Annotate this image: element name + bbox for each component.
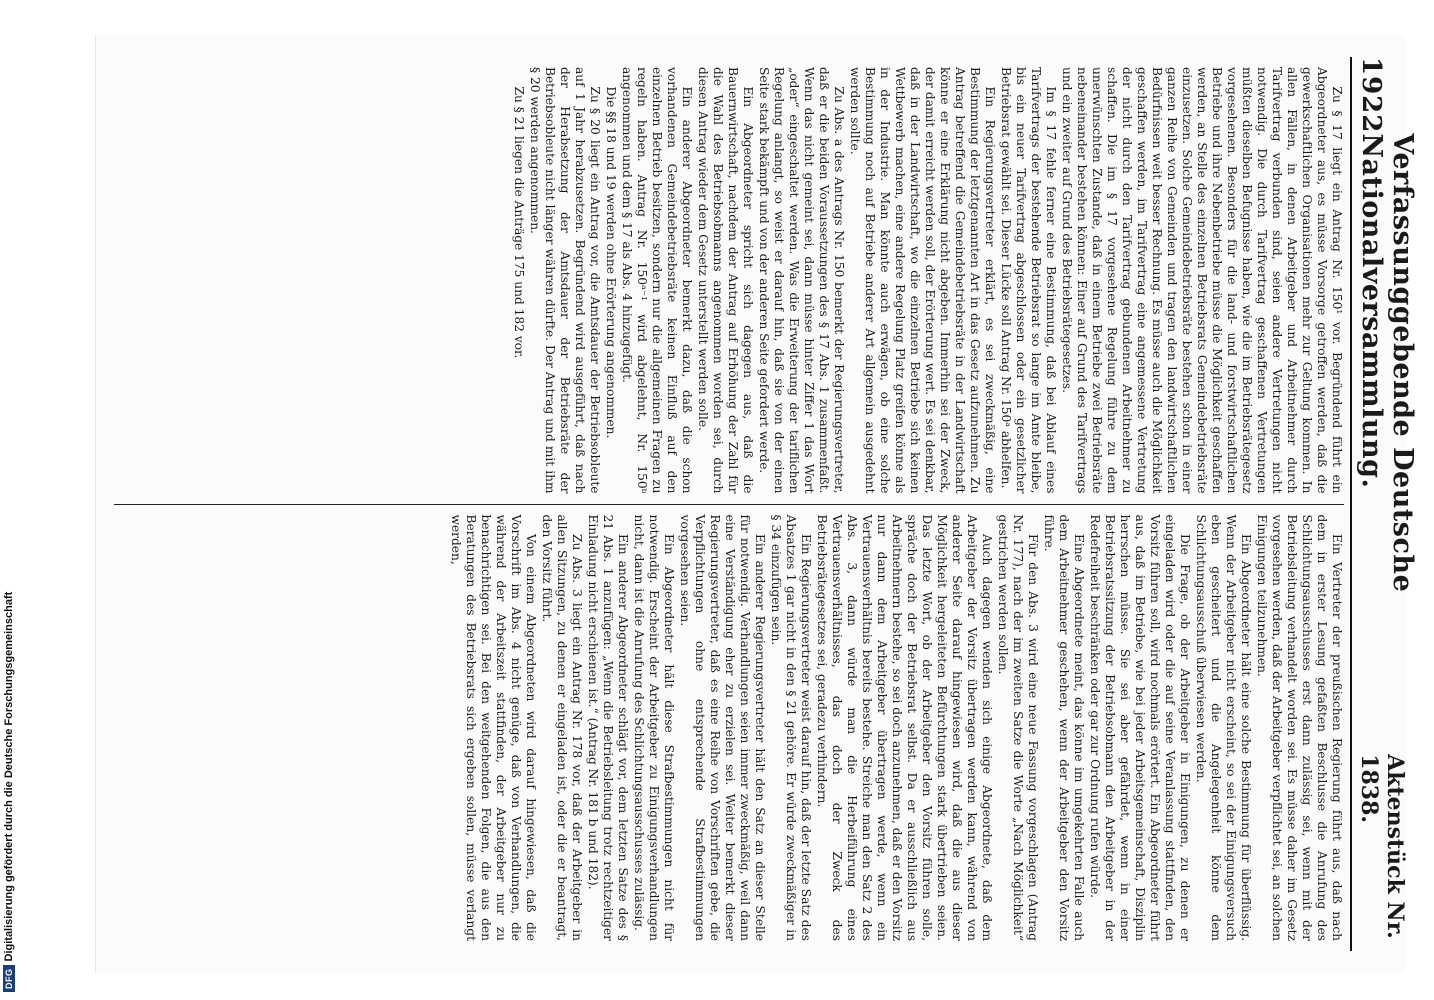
paragraph: Von einem Abgeordneten wird darauf hingewiesen, daß die Vorschrift im Abs. 4 nicht genüge, daß von Verhandlungen, die während der Arbeitszeit stattfinden, der Arbeitgeber nur zu benachrichtigen sei. Bei den weitgehenden Folgen, die aus den Beratungen des Betriebsrats sich ergeben sollen, müsse verlangt werden, <box>449 514 538 941</box>
paragraph: Die Frage, ob der Arbeitgeber in Einigungen, zu denen er eingeladen wird oder die auf seine Veranlassung stattfinden, den Vorsitz führen soll, wird nochmals erörtert. Ein Abgeordneter führt aus, daß im Betriebe, wie bei jeder Arbeitsgemeinschaft, Disziplin herrschen müsse. Sie sei aber gefährdet, wenn in einer Betriebsratssitzung der Betriebsobmann den Arbeitgeber in der Redefreiheit beschränken oder gar zur Ordnung rufen würde. <box>1088 514 1192 941</box>
page-number: 1922 <box>1356 57 1386 134</box>
paragraph: Zu Abs. a des Antrags Nr. 150 bemerkt der Regierungsvertreter, daß er die beiden Voraussetzungen des § 17 Abs. 1 zusammenfaßt. Wenn das nicht gemeint sei, dann müsse hinter Ziffer 1 das Wort „oder“ eingeschaltet werden. Was die Erweiterung der tariflichen Regelung anlangt, so weist er darauf hin, daß sie von der einen Seite stark bekämpft und von der anderen Seite gefordert werde. <box>757 67 846 494</box>
left-column <box>114 57 1344 504</box>
right-column <box>114 504 1344 952</box>
paragraph: Zu Abs. 3 liegt ein Antrag Nr. 178 vor, daß der Arbeitgeber in allen Sitzungen, zu denen er eingeladen ist, oder die er beantragt, den Vorsitz führt. <box>540 514 584 941</box>
rotated-page-content <box>96 35 1418 973</box>
paragraph: Im § 17 fehle ferner eine Bestimmung, daß bei Ablauf eines Tarifvertrags der bestehende Betriebsrat so lange im Amte bleibe, bis ein neuer Tarifvertrag abgeschlossen oder ein gesetzlicher Betriebsrat gewählt sei. Dieser Lücke soll Antrag Nr. 150ᵃ abhelfen. <box>999 67 1058 494</box>
paragraph: Ein Regierungsvertreter weist darauf hin, daß der letzte Satz des Absatzes 1 gar nicht in den § 21 gehöre. Er würde zweckmäßiger in § 34 einzufügen sein. <box>769 514 813 941</box>
paragraph: Ein Abgeordneter hält eine solche Bestimmung für überflüssig. Wenn der Arbeitgeber nicht erscheint, so sei der Einigungsversuch eben gescheitert und die Angelegenheit könne dem Schlichtungsausschuß überwiesen werden. <box>1194 514 1253 941</box>
paragraph: Ein Vertreter der preußischen Regierung führt aus, daß nach dem in erster Lesung gefaßten Beschlusse die Anrufung des Schlichtungsausschusses erst dann zulässig sei, wenn mit der Betriebsleitung verhandelt worden sei. Es müsse daher im Gesetz vorgesehen werden, daß der Arbeitgeber verpflichtet sei, an solchen Einigungen teilzunehmen. <box>1255 514 1344 941</box>
scanned-page <box>95 35 1418 973</box>
dfg-logo: DFG <box>3 966 15 993</box>
page-header <box>1350 57 1418 951</box>
paragraph: Auch dagegen wenden sich einige Abgeordnete, daß dem Arbeitgeber der Vorsitz übertragen werden kann, während von anderer Seite darauf hingewiesen wird, daß die aus dieser Möglichkeit hergeleiteten Befürchtungen stark übertrieben seien. Das letzte Wort, ob der Arbeitgeber den Vorsitz führen solle, spräche doch der Betriebsrat selbst. Da er ausschließlich aus Arbeitnehmern bestehe, so sei doch anzunehmen, daß er den Vorsitz nur dann dem Arbeitgeber übertragen werde, wenn ein Vertrauensverhältnis bereits bestehe. Streiche man den Satz 2 des Abs. 3, dann würde man die Herbeiführung eines Vertrauensverhältnisses, das doch der Zweck des Betriebsrätegesetzes sei, geradezu verhindern. <box>815 514 994 941</box>
paragraph: Zu § 17 liegt ein Antrag Nr. 150¹ vor. Begründend führt ein Abgeordneter aus, es müsse Vorsorge getroffen werden, daß die gewerkschaftlichen Organisationen mehr zur Geltung kommen. In allen Fällen, in denen Arbeitgeber und Arbeitnehmer durch Tarifvertrag verbunden sind, seien andere Vertretungen nicht notwendig. Die durch Tarifvertrag geschaffenen Vertretungen müßten dieselben Befugnisse haben, wie die im Betriebsrätegesetz vorgesehenen. Besonders für die land- und forstwirtschaftlichen Betriebe und ihre Nebenbetriebe müsse die Möglichkeit geschaffen werden, an Stelle des einzelnen Betriebsrats Gemeindebetriebsräte einzusetzen. Solche Gemeindebetriebsräte bestehen schon in einer ganzen Reihe von Gemeinden und tragen den landwirtschaftlichen Bedürfnissen weit besser Rechnung. Es müsse auch die Möglichkeit geschaffen werden, im Tarifvertrag eine angemessene Vertretung der nicht durch den Tarifvertrag gebundenen Arbeitnehmer zu schaffen. Die im § 17 vorgesehene Regelung führe zu dem unerwünschten Zustande, daß in einem Betriebe zwei Betriebsräte nebeneinander bestehen können: Einer auf Grund des Tarifvertrags und ein zweiter auf Grund des Betriebsrätegesetzes. <box>1060 67 1344 494</box>
paragraph: Ein Abgeordneter hält diese Strafbestimmungen nicht für notwendig. Erscheint der Arbeitgeber zu Einigungsverhandlungen nicht, dann ist die Anrufung des Schlichtungsausschusses zulässig. <box>632 514 676 941</box>
paragraph: Ein Regierungsvertreter erklärt, es sei zweckmäßig, eine Bestimmung der letztgenannten Art in das Gesetz aufzunehmen. Zu Antrag betreffend die Gemeindebetriebsräte in der Landwirtschaft könne er eine Erklärung nicht abgeben. Immerhin sei der Zweck, der damit erreicht werden soll, der Erörterung wert. Es sei denkbar, daß in der Landwirtschaft, wo die einzelnen Betriebe sich keinen Wettbewerb machen, eine andere Regelung Platz greifen könne als in der Industrie. Man könnte auch erwägen, ob eine solche Bestimmung noch auf Betriebe anderer Art allgemein ausgedehnt werden sollte. <box>848 67 997 494</box>
digitization-credit <box>3 42 15 992</box>
text-columns <box>114 57 1344 951</box>
paragraph: Ein Abgeordneter spricht sich dagegen aus, daß die Bauernwirtschaft, nachdem der Antrag auf Erhöhung der Zahl für die Wahl des Betriebsobmanns angenommen worden sei, durch diesen Antrag wieder dem Gesetz unterstellt werden solle. <box>696 67 755 494</box>
paragraph: Ein anderer Abgeordneter bemerkt dazu, daß die schon vorhandenen Gemeindebetriebsräte keinen Einfluß auf den einzelnen Betrieb besitzen, sondern nur die allgemeinen Fragen zu regeln haben. Antrag Nr. 150ᵃ⁻¹ wird abgelehnt, Nr. 150ᵇ angenommen und dem § 17 als Abs. 4 hinzugefügt. <box>620 67 694 494</box>
paragraph: Zu § 20 liegt ein Antrag vor, die Amtsdauer der Betriebsobleute auf 1 Jahr herabzusetzen. Begründend wird ausgeführt, daß nach der Herabsetzung der Amtsdauer der Betriebsräte der Betriebsobleute nicht länger währen dürfte. Der Antrag und mit ihm § 20 werden angenommen. <box>528 67 602 494</box>
paragraph: Eine Abgeordnete meint, das könne im umgekehrten Falle auch dem Arbeitnehmer geschehen, wenn der Arbeitgeber den Vorsitz führe. <box>1042 514 1086 941</box>
document-number: Aktenstück Nr. 1838. <box>1356 754 1408 939</box>
paragraph: Ein anderer Regierungsvertreter hält den Satz an dieser Stelle für notwendig. Verhandlungen seien immer zweckmäßig, weil dann eine Verständigung eher zu erzielen sei. Weiter bemerkt dieser Regierungsvertreter, daß es eine Reihe von Vorschriften gebe, die Verpflichtungen ohne entsprechende Strafbestimmungen vorgesehen seien. <box>678 514 767 941</box>
credit-text: Digitalisierung gefördert durch die Deutsche Forschungsgemeinschaft <box>3 591 15 962</box>
paragraph: Zu § 21 liegen die Anträge 175 und 182 vor. <box>512 86 526 359</box>
page-title: Verfassunggebende Deutsche Nationalversammlung. <box>1356 133 1418 593</box>
digitization-credit-strip <box>0 0 18 1000</box>
paragraph: Für den Abs. 3 wird eine neue Fassung vorgeschlagen (Antrag Nr. 177), nach der im zweiten Satze die Worte „Nach Möglichkeit“ gestrichen werden sollen. <box>996 514 1040 941</box>
paragraph: Die §§ 18 und 19 werden ohne Erörterung angenommen. <box>604 86 618 439</box>
paragraph: Ein anderer Abgeordneter schlägt vor, dem letzten Satze des § 21 Abs. 1 anzufügen: „Wenn die Betriebsleitung trotz rechtzeitiger Einladung nicht erschienen ist.“ (Antrag Nr. 181 b und 182). <box>586 514 630 941</box>
